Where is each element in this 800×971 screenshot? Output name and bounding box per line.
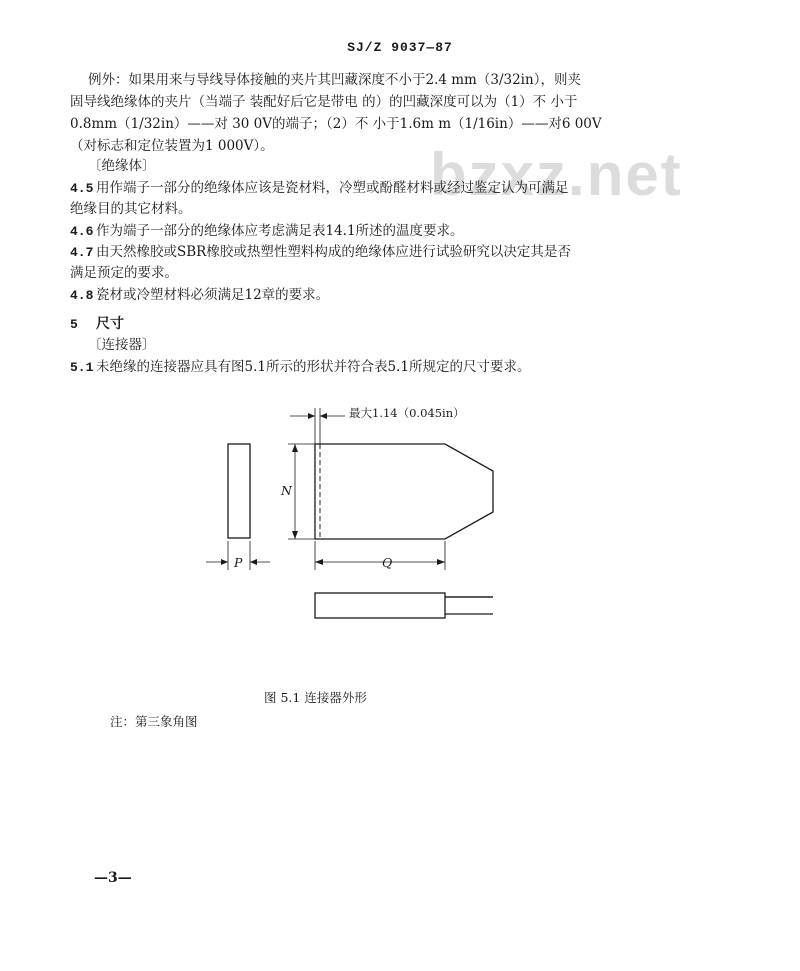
bottom-view-body (315, 593, 445, 618)
clause-text: 用作端子一部分的绝缘体应该是瓷材料，冷塑或酚醛材料或经过鉴定认为可满足 (96, 180, 569, 196)
clause-number: 4.7 (70, 245, 94, 260)
subhead-connector: 〔连接器〕 (88, 337, 156, 353)
exception-line-1: 例外：如果用来与导线导体接触的夹片其凹藏深度不小于2.4 mm（3/32in），则夹 (88, 72, 581, 88)
dim-max-arrowhead-left (308, 413, 315, 419)
side-view-rect (228, 444, 250, 538)
figure-caption: 图 5.1 连接器外形 (264, 690, 367, 705)
figure-note: 注：第三象角图 (110, 714, 198, 729)
dim-p-arrowhead-left (221, 559, 228, 565)
clause-text: 未绝缘的连接器应具有图5.1所示的形状并符合表5.1所规定的尺寸要求。 (96, 359, 531, 375)
clause-text: 瓷材或冷塑材料必须满足12章的要求。 (96, 287, 330, 303)
clause-text: 作为端子一部分的绝缘体应考虑满足表14.1所述的温度要求。 (96, 223, 464, 239)
watermark: bzxz.net (430, 141, 683, 208)
dim-n-arrowhead-bottom (292, 531, 298, 539)
document-code-header: SJ/Z 9037—87 (347, 40, 453, 55)
clause-number: 5.1 (70, 360, 94, 375)
dim-q-arrowhead-left (315, 559, 323, 565)
clause-number: 4.8 (70, 288, 94, 303)
dim-p-label: P (234, 555, 243, 570)
clause-number: 4.5 (70, 181, 94, 196)
clause-number: 4.6 (70, 224, 94, 239)
exception-line-4: （对标志和定位装置为1 000V）。 (70, 138, 274, 154)
subhead-insulator: 〔绝缘体〕 (88, 158, 156, 174)
section-number: 5 (70, 317, 78, 332)
dim-q-label: Q (382, 555, 393, 570)
clause-4-5-line-2: 绝缘目的其它材料。 (70, 201, 192, 217)
clause-text: 由天然橡胶或SBR橡胶或热塑性塑料构成的绝缘体应进行试验研究以决定其是否 (96, 244, 571, 260)
exception-line-2: 固导线绝缘体的夹片（当端子 装配好后它是带电 的）的凹藏深度可以为（1）不 小于 (70, 94, 578, 110)
section-title: 尺寸 (96, 316, 124, 332)
dim-p-arrowhead-right (250, 559, 257, 565)
exception-line-3: 0.8mm（1/32in）——对 30 0V的端子；（2）不 小于1.6m m（1/16in）——对6 00V (70, 116, 602, 132)
dim-max-arrowhead-right (320, 413, 327, 419)
dim-max-label: 最大1.14（0.045in） (349, 406, 465, 420)
dim-q-arrowhead-right (437, 559, 445, 565)
dim-n-label: N (281, 483, 292, 498)
page-number: —3— (94, 870, 132, 886)
front-view-outline (315, 444, 493, 539)
clause-4-7-line-2: 满足预定的要求。 (70, 265, 178, 281)
dim-n-arrowhead-top (292, 444, 298, 452)
